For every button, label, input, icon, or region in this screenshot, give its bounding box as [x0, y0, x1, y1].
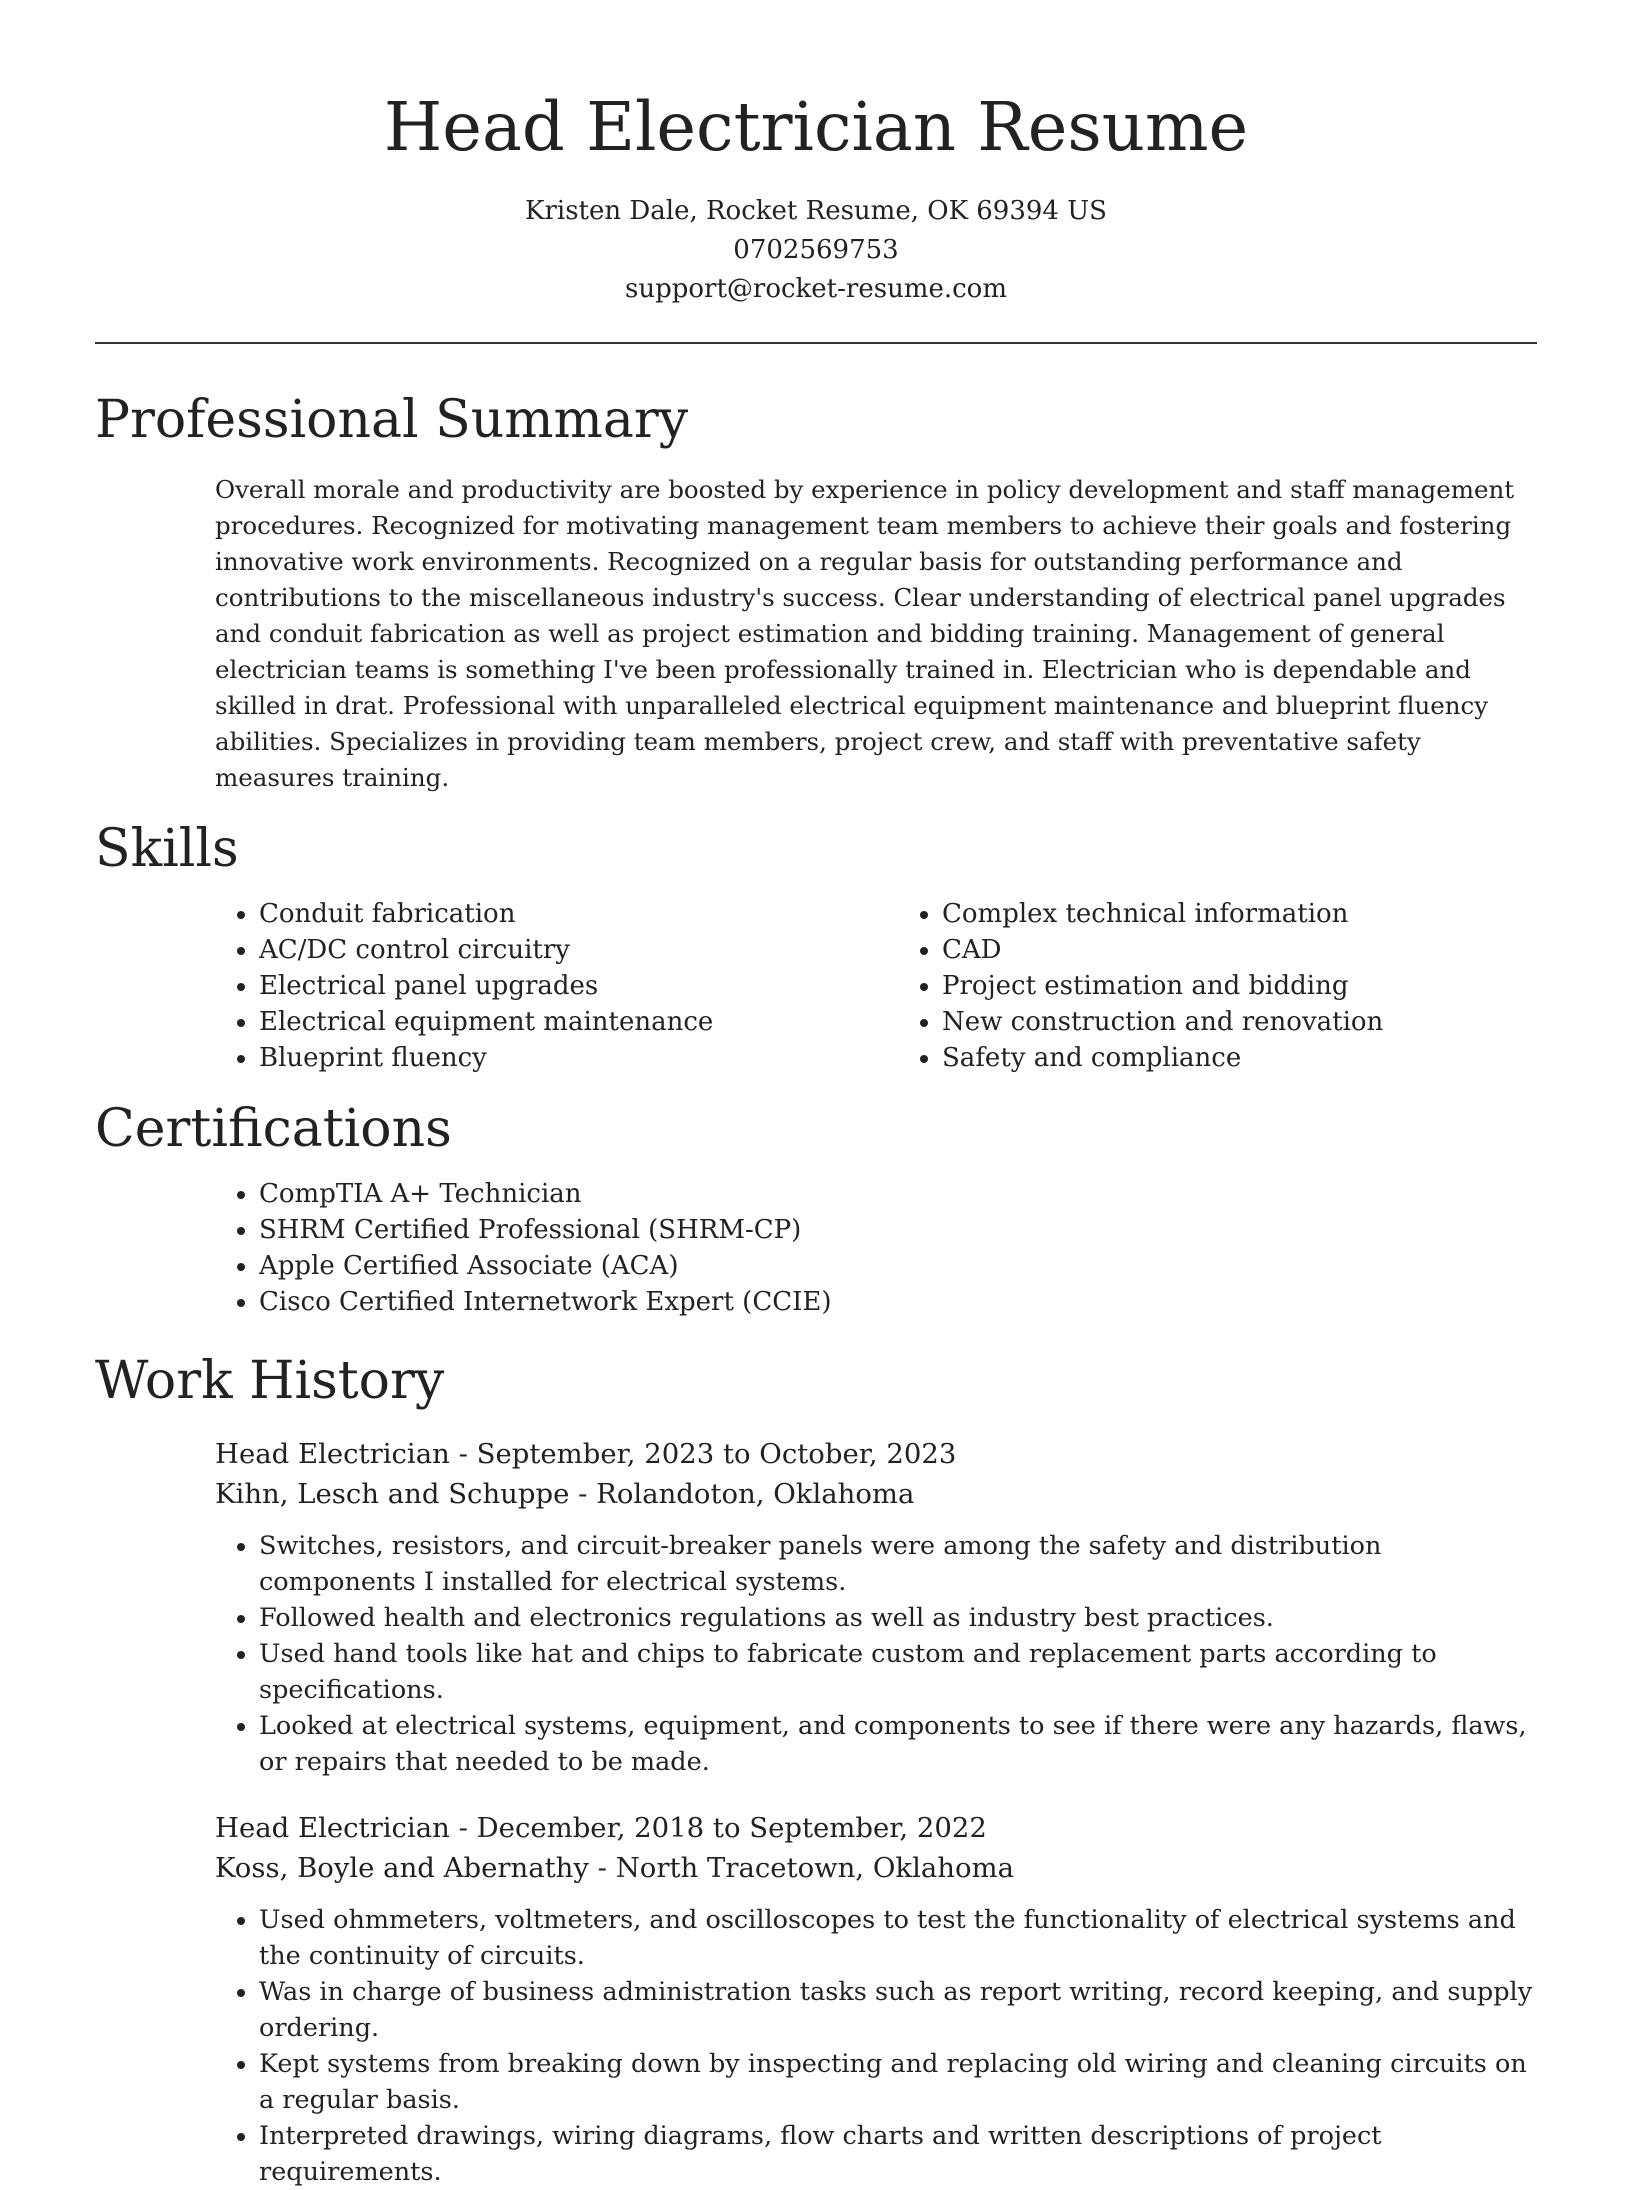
job-employer: Koss, Boyle and Abernathy	[215, 1852, 589, 1884]
contact-address: Kristen Dale, Rocket Resume, OK 69394 US	[525, 196, 1107, 226]
job-title: Head Electrician	[215, 1812, 450, 1844]
job-entry	[95, 1808, 1537, 2190]
job-location: - Rolandoton, Oklahoma	[569, 1478, 915, 1510]
summary-text: Overall morale and productivity are boosted by experience in policy development and staff management procedures. Recognized for motivating management team members to achieve their goals and fostering innovative work environments. Recognized on a regular basis for outstanding performance and contributions to the miscellaneous industry's success. Clear understanding of electrical panel upgrades and conduit fabrication as well as project estimation and bidding training. Management of general electrician teams is something I've been professionally trained in. Electrician who is dependable and skilled in drat. Professional with unparalleled electrical equipment maintenance and blueprint fluency abilities. Specializes in providing team members, project crew, and staff with preventative safety measures training.	[215, 475, 1515, 792]
job-duty-item: • Kept systems from breaking down by inspecting and replacing old wiring and cleaning circuits on a regular basis.	[259, 2046, 1537, 2118]
job-dates: - December, 2018 to September, 2022	[449, 1812, 987, 1844]
job-location: - North Tracetown, Oklahoma	[588, 1852, 1015, 1884]
resume-title: Head Electrician Resume	[383, 88, 1249, 166]
job-duty-item: • Was in charge of business administration tasks such as report writing, record keeping, and supply ordering.	[259, 1974, 1537, 2046]
certifications-heading: Certifications	[95, 1099, 452, 1159]
skills-heading: Skills	[95, 819, 239, 879]
job-entry	[95, 1434, 1537, 1780]
job-duty-item: • Interpreted drawings, wiring diagrams, flow charts and written descriptions of project requirements.	[259, 2118, 1537, 2190]
job-title-line	[215, 1434, 1537, 1474]
job-company-line	[215, 1474, 1537, 1514]
contact-phone: 0702569753	[733, 235, 899, 265]
skills-column-right	[909, 896, 1383, 1076]
work-history-heading: Work History	[95, 1351, 445, 1411]
skill-item: • Electrical equipment maintenance	[259, 1004, 909, 1040]
job-company-line	[215, 1848, 1537, 1888]
skill-item: • Project estimation and bidding	[942, 968, 1383, 1004]
job-duties-list	[95, 1902, 1537, 2190]
skill-item: • AC/DC control circuitry	[259, 932, 909, 968]
certification-item: • Apple Certified Associate (ACA)	[259, 1248, 1537, 1284]
job-title-line	[215, 1808, 1537, 1848]
job-duty-item: • Followed health and electronics regulations as well as industry best practices.	[259, 1600, 1537, 1636]
job-duties-list	[95, 1528, 1537, 1780]
job-duty-item: • Looked at electrical systems, equipment, and components to see if there were any hazards, flaws, or repairs that needed to be made.	[259, 1708, 1537, 1780]
certification-item: • CompTIA A+ Technician	[259, 1176, 1537, 1212]
job-employer: Kihn, Lesch and Schuppe	[215, 1478, 570, 1510]
certifications-list	[95, 1176, 1537, 1320]
skills-list	[95, 896, 1537, 1076]
job-duty-item: • Switches, resistors, and circuit-breaker panels were among the safety and distribution components I installed for electrical systems.	[259, 1528, 1537, 1600]
skill-item: • New construction and renovation	[942, 1004, 1383, 1040]
contact-email: support@rocket-resume.com	[624, 274, 1007, 304]
skill-item: • Blueprint fluency	[259, 1040, 909, 1076]
skill-item: • Complex technical information	[942, 896, 1383, 932]
contact-block	[95, 192, 1537, 309]
skill-item: • Conduit fabrication	[259, 896, 909, 932]
certification-item: • Cisco Certified Internetwork Expert (CCIE)	[259, 1284, 1537, 1320]
header-divider	[95, 342, 1537, 344]
skill-item: • Safety and compliance	[942, 1040, 1383, 1076]
job-duty-item: • Used hand tools like hat and chips to fabricate custom and replacement parts according to specifications.	[259, 1636, 1537, 1708]
job-title: Head Electrician	[215, 1438, 450, 1470]
summary-heading: Professional Summary	[95, 390, 689, 450]
skill-item: • CAD	[942, 932, 1383, 968]
skill-item: • Electrical panel upgrades	[259, 968, 909, 1004]
certification-item: • SHRM Certified Professional (SHRM-CP)	[259, 1212, 1537, 1248]
job-dates: - September, 2023 to October, 2023	[449, 1438, 957, 1470]
skills-column-left	[95, 896, 909, 1076]
job-duty-item: • Used ohmmeters, voltmeters, and oscilloscopes to test the functionality of electrical systems and the continuity of circuits.	[259, 1902, 1537, 1974]
